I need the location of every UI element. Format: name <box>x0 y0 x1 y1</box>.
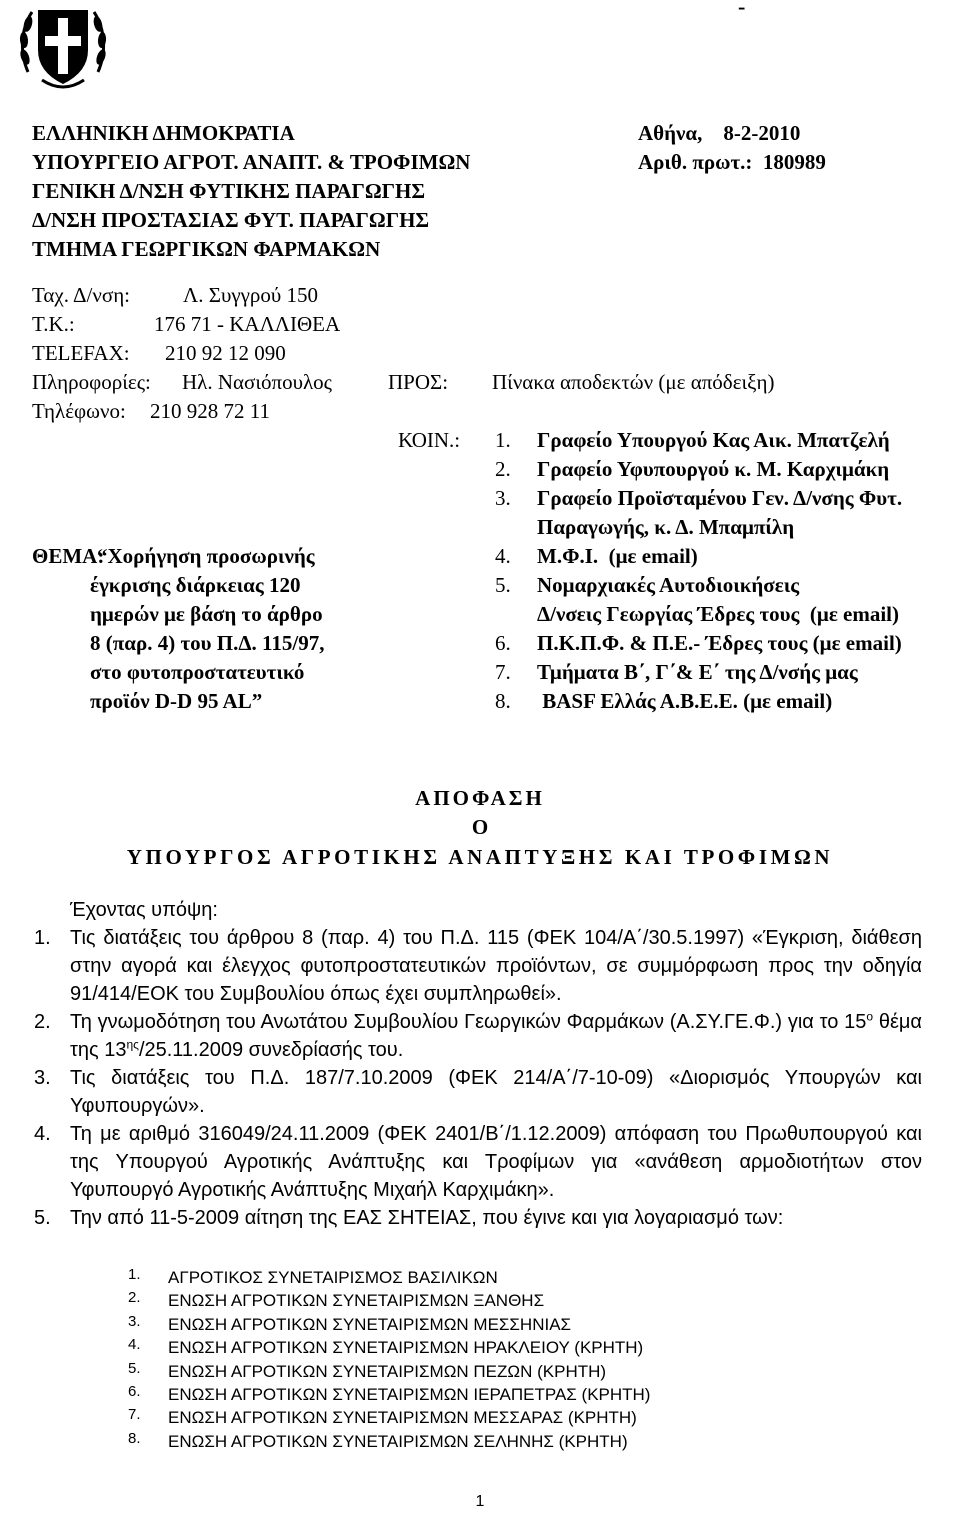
considering-item-text <box>70 1008 922 1064</box>
header-org-block <box>32 119 470 264</box>
cc-item-number: 6. <box>495 631 511 655</box>
union-item <box>128 1313 650 1336</box>
considering-item-number: 4. <box>34 1123 51 1145</box>
info-label: Πληροφορίες: <box>32 370 151 394</box>
considering-item-number: 5. <box>34 1207 51 1229</box>
protocol-number: Αριθ. πρωτ.: 180989 <box>638 150 826 174</box>
considering-item <box>34 1120 922 1204</box>
considering-list <box>34 924 922 1232</box>
considering-item-text: Τη με αριθμό 316049/24.11.2009 (ΦΕΚ 2401/Β΄/1.12.2009) απόφαση του Πρωθυπουργού και της Υπουργού Αγροτικής Ανάπτυξης και Τροφίμων για «ανάθεση αρμοδιοτήτων στον Υφυπουργό Αγροτικής Ανάπτυξης Μιχαήλ Καρχιμάκη». <box>70 1123 922 1201</box>
postcode-label: Τ.Κ.: <box>32 312 75 336</box>
place-date: Αθήνα, 8-2-2010 <box>638 121 801 145</box>
subject-block <box>90 571 324 716</box>
postcode-value: 176 71 - ΚΑΛΛΙΘΕΑ <box>154 312 341 336</box>
subject-line-1: “Χορήγηση προσωρινής <box>97 544 315 568</box>
address-value: Λ. Συγγρού 150 <box>183 283 319 307</box>
considering-item-text: Τις διατάξεις του Π.Δ. 187/7.10.2009 (ΦΕΚ 214/Α΄/7-10-09) «Διορισμός Υπουργών και Υφυπουργών». <box>70 1067 922 1117</box>
coat-of-arms-emblem <box>18 2 108 90</box>
considering-item <box>34 1008 922 1064</box>
considering-item-number: 1. <box>34 927 51 949</box>
union-item-number: 4. <box>128 1336 141 1354</box>
cc-item-number: 5. <box>495 573 511 597</box>
telefax-label: TELEFAX: <box>32 341 130 365</box>
org-line-4: Δ/ΝΣΗ ΠΡΟΣΤΑΣΙΑΣ ΦΥΤ. ΠΑΡΑΓΩΓΗΣ <box>32 208 430 232</box>
union-item-name: ΕΝΩΣΗ ΑΓΡΟΤΙΚΩΝ ΣΥΝΕΤΑΙΡΙΣΜΩΝ ΜΕΣΣΗΝΙΑΣ <box>168 1314 572 1334</box>
union-item <box>128 1406 650 1429</box>
cc-item-number: 4. <box>495 544 511 568</box>
union-item <box>128 1266 650 1289</box>
cc-item-text: Π.Κ.Π.Φ. & Π.Ε.- Έδρες τους (με email) <box>537 631 902 655</box>
info-value: Ηλ. Νασιόπουλος <box>182 370 332 394</box>
superscript: ο <box>866 1009 874 1024</box>
cc-item <box>495 542 960 571</box>
union-item-number: 5. <box>128 1359 141 1377</box>
union-item-number: 7. <box>128 1406 141 1424</box>
to-value: Πίνακα αποδεκτών (με απόδειξη) <box>492 370 775 394</box>
union-item <box>128 1336 650 1359</box>
cc-item-text: Γραφείο Προϊσταμένου Γεν. Δ/νσης Φυτ. <box>537 486 903 510</box>
union-item-name: ΕΝΩΣΗ ΑΓΡΟΤΙΚΩΝ ΣΥΝΕΤΑΙΡΙΣΜΩΝ ΙΕΡΑΠΕΤΡΑΣ (ΚΡΗΤΗ) <box>168 1384 651 1404</box>
cc-item-number: 7. <box>495 660 511 684</box>
to-label: ΠΡΟΣ: <box>388 370 449 394</box>
considering-item-text: Την από 11-5-2009 αίτηση της ΕΑΣ ΣΗΤΕΙΑΣ, που έγινε και για λογαριασμό των: <box>70 1207 784 1229</box>
considering-text-part: Τη γνωμοδότηση του Ανωτάτου Συμβουλίου Γεωργικών Φαρμάκων (Α.ΣΥ.ΓΕ.Φ.) για το 15 <box>70 1011 867 1033</box>
cc-item-number: 8. <box>495 689 511 713</box>
union-item-name: ΕΝΩΣΗ ΑΓΡΟΤΙΚΩΝ ΣΥΝΕΤΑΙΡΙΣΜΩΝ ΜΕΣΣΑΡΑΣ (ΚΡΗΤΗ) <box>168 1408 637 1428</box>
phone-label: Τηλέφωνο: <box>32 399 126 423</box>
minister-title: ΥΠΟΥΡΓΟΣ ΑΓΡΟΤΙΚΗΣ ΑΝΑΠΤΥΞΗΣ ΚΑΙ ΤΡΟΦΙΜΩΝ <box>126 845 834 869</box>
considering-text-part: /25.11.2009 συνεδρίασής του. <box>138 1039 404 1061</box>
cc-item-text: Γραφείο Υφυπουργού κ. Μ. Καρχιμάκη <box>537 457 890 481</box>
union-item-number: 3. <box>128 1312 141 1330</box>
cc-label: ΚΟΙΝ.: <box>398 428 461 452</box>
address-label: Ταχ. Δ/νση: <box>32 283 131 307</box>
cc-item-number: 2. <box>495 457 511 481</box>
considering-item-number: 3. <box>34 1067 51 1089</box>
subject-line-4: 8 (παρ. 4) του Π.Δ. 115/97, <box>90 631 325 655</box>
cc-item-text: Δ/νσεις Γεωργίας Έδρες τους (με email) <box>537 602 900 626</box>
cc-item-text: Γραφείο Υπουργού Κας Αικ. Μπατζελή <box>537 428 890 452</box>
union-item-name: ΕΝΩΣΗ ΑΓΡΟΤΙΚΩΝ ΣΥΝΕΤΑΙΡΙΣΜΩΝ ΣΕΛΗΝΗΣ (ΚΡΗΤΗ) <box>168 1431 628 1451</box>
cc-item-text: Τμήματα Β΄, Γ΄& Ε΄ της Δ/νσής μας <box>537 660 858 684</box>
cc-item-text: BASF Ελλάς Α.Β.Ε.Ε. (με email) <box>537 689 833 713</box>
considering-item-text: Τις διατάξεις του άρθρου 8 (παρ. 4) του Π.Δ. 115 (ΦΕΚ 104/Α΄/30.5.1997) «Έγκριση, διάθεση στην αγορά και έλεγχος φυτοπροστατευτικών προϊόντων, σε συμμόρφωση προς την οδηγία 91/414/ΕΟΚ του Συμβουλίου όπως έχει συμπληρωθεί». <box>70 927 922 1005</box>
subject-line-6: προϊόν D-D 95 AL” <box>90 689 263 713</box>
org-line-1: ΕΛΛΗΝΙΚΗ ΔΗΜΟΚΡΑΤΙΑ <box>32 121 295 145</box>
cc-item <box>495 455 960 484</box>
union-item-number: 1. <box>128 1266 141 1283</box>
considering-intro: Έχοντας υπόψη: <box>70 899 218 921</box>
union-item-number: 6. <box>128 1382 141 1400</box>
union-item <box>128 1289 650 1312</box>
cc-item-text: Νομαρχιακές Αυτοδιοικήσεις <box>537 573 800 597</box>
org-line-5: ΤΜΗΜΑ ΓΕΩΡΓΙΚΩΝ ΦΑΡΜΑΚΩΝ <box>32 237 381 261</box>
cc-item <box>495 629 960 658</box>
decision-subtitle: Ο <box>471 815 489 839</box>
phone-value: 210 928 72 11 <box>150 399 270 423</box>
page-number: 1 <box>475 1493 485 1510</box>
union-item-name: ΑΓΡΟΤΙΚΟΣ ΣΥΝΕΤΑΙΡΙΣΜΟΣ ΒΑΣΙΛΙΚΩΝ <box>168 1268 498 1287</box>
union-item-name: ΕΝΩΣΗ ΑΓΡΟΤΙΚΩΝ ΣΥΝΕΤΑΙΡΙΣΜΩΝ ΗΡΑΚΛΕΙΟΥ (ΚΡΗΤΗ) <box>168 1338 644 1358</box>
considering-item-number: 2. <box>34 1011 51 1033</box>
org-line-3: ΓΕΝΙΚΗ Δ/ΝΣΗ ΦΥΤΙΚΗΣ ΠΑΡΑΓΩΓΗΣ <box>32 179 426 203</box>
union-item-number: 8. <box>128 1429 141 1447</box>
cc-list <box>495 426 960 716</box>
cc-item <box>495 426 960 455</box>
union-item <box>128 1383 650 1406</box>
cc-item-number: 3. <box>495 486 511 510</box>
considering-item <box>34 1204 922 1232</box>
cc-item <box>495 687 960 716</box>
decision-title: ΑΠΟΦΑΣΗ <box>415 786 545 810</box>
subject-line-3: ημερών με βάση το άρθρο <box>90 602 323 626</box>
considering-item <box>34 924 922 1008</box>
considering-item <box>34 1064 922 1120</box>
union-item-number: 2. <box>128 1289 141 1307</box>
union-item-name: ΕΝΩΣΗ ΑΓΡΟΤΙΚΩΝ ΣΥΝΕΤΑΙΡΙΣΜΩΝ ΞΑΝΘΗΣ <box>168 1291 545 1311</box>
unions-list <box>128 1266 650 1453</box>
cc-item <box>495 658 960 687</box>
subject-line-5: στο φυτοπροστατευτικό <box>90 660 305 684</box>
union-item <box>128 1430 650 1453</box>
top-mark: - <box>738 0 746 19</box>
cc-item-text: Μ.Φ.Ι. (με email) <box>537 544 698 568</box>
subject-line-2: έγκρισης διάρκειας 120 <box>90 573 301 597</box>
cc-item-number: 1. <box>495 428 511 452</box>
cc-item <box>495 571 960 629</box>
cc-item-text: Παραγωγής, κ. Δ. Μπαμπίλη <box>537 515 795 539</box>
telefax-value: 210 92 12 090 <box>165 341 286 365</box>
considering-text-part: θέμα της 13 <box>70 1011 922 1061</box>
cc-item <box>495 484 960 542</box>
union-item-name: ΕΝΩΣΗ ΑΓΡΟΤΙΚΩΝ ΣΥΝΕΤΑΙΡΙΣΜΩΝ ΠΕΖΩΝ (ΚΡΗΤΗ) <box>168 1361 607 1381</box>
union-item <box>128 1360 650 1383</box>
org-line-2: ΥΠΟΥΡΓΕΙΟ ΑΓΡΟΤ. ΑΝΑΠΤ. & ΤΡΟΦΙΜΩΝ <box>32 150 471 174</box>
superscript: ης <box>126 1037 139 1052</box>
subject-label: ΘΕΜΑ: <box>32 544 105 568</box>
